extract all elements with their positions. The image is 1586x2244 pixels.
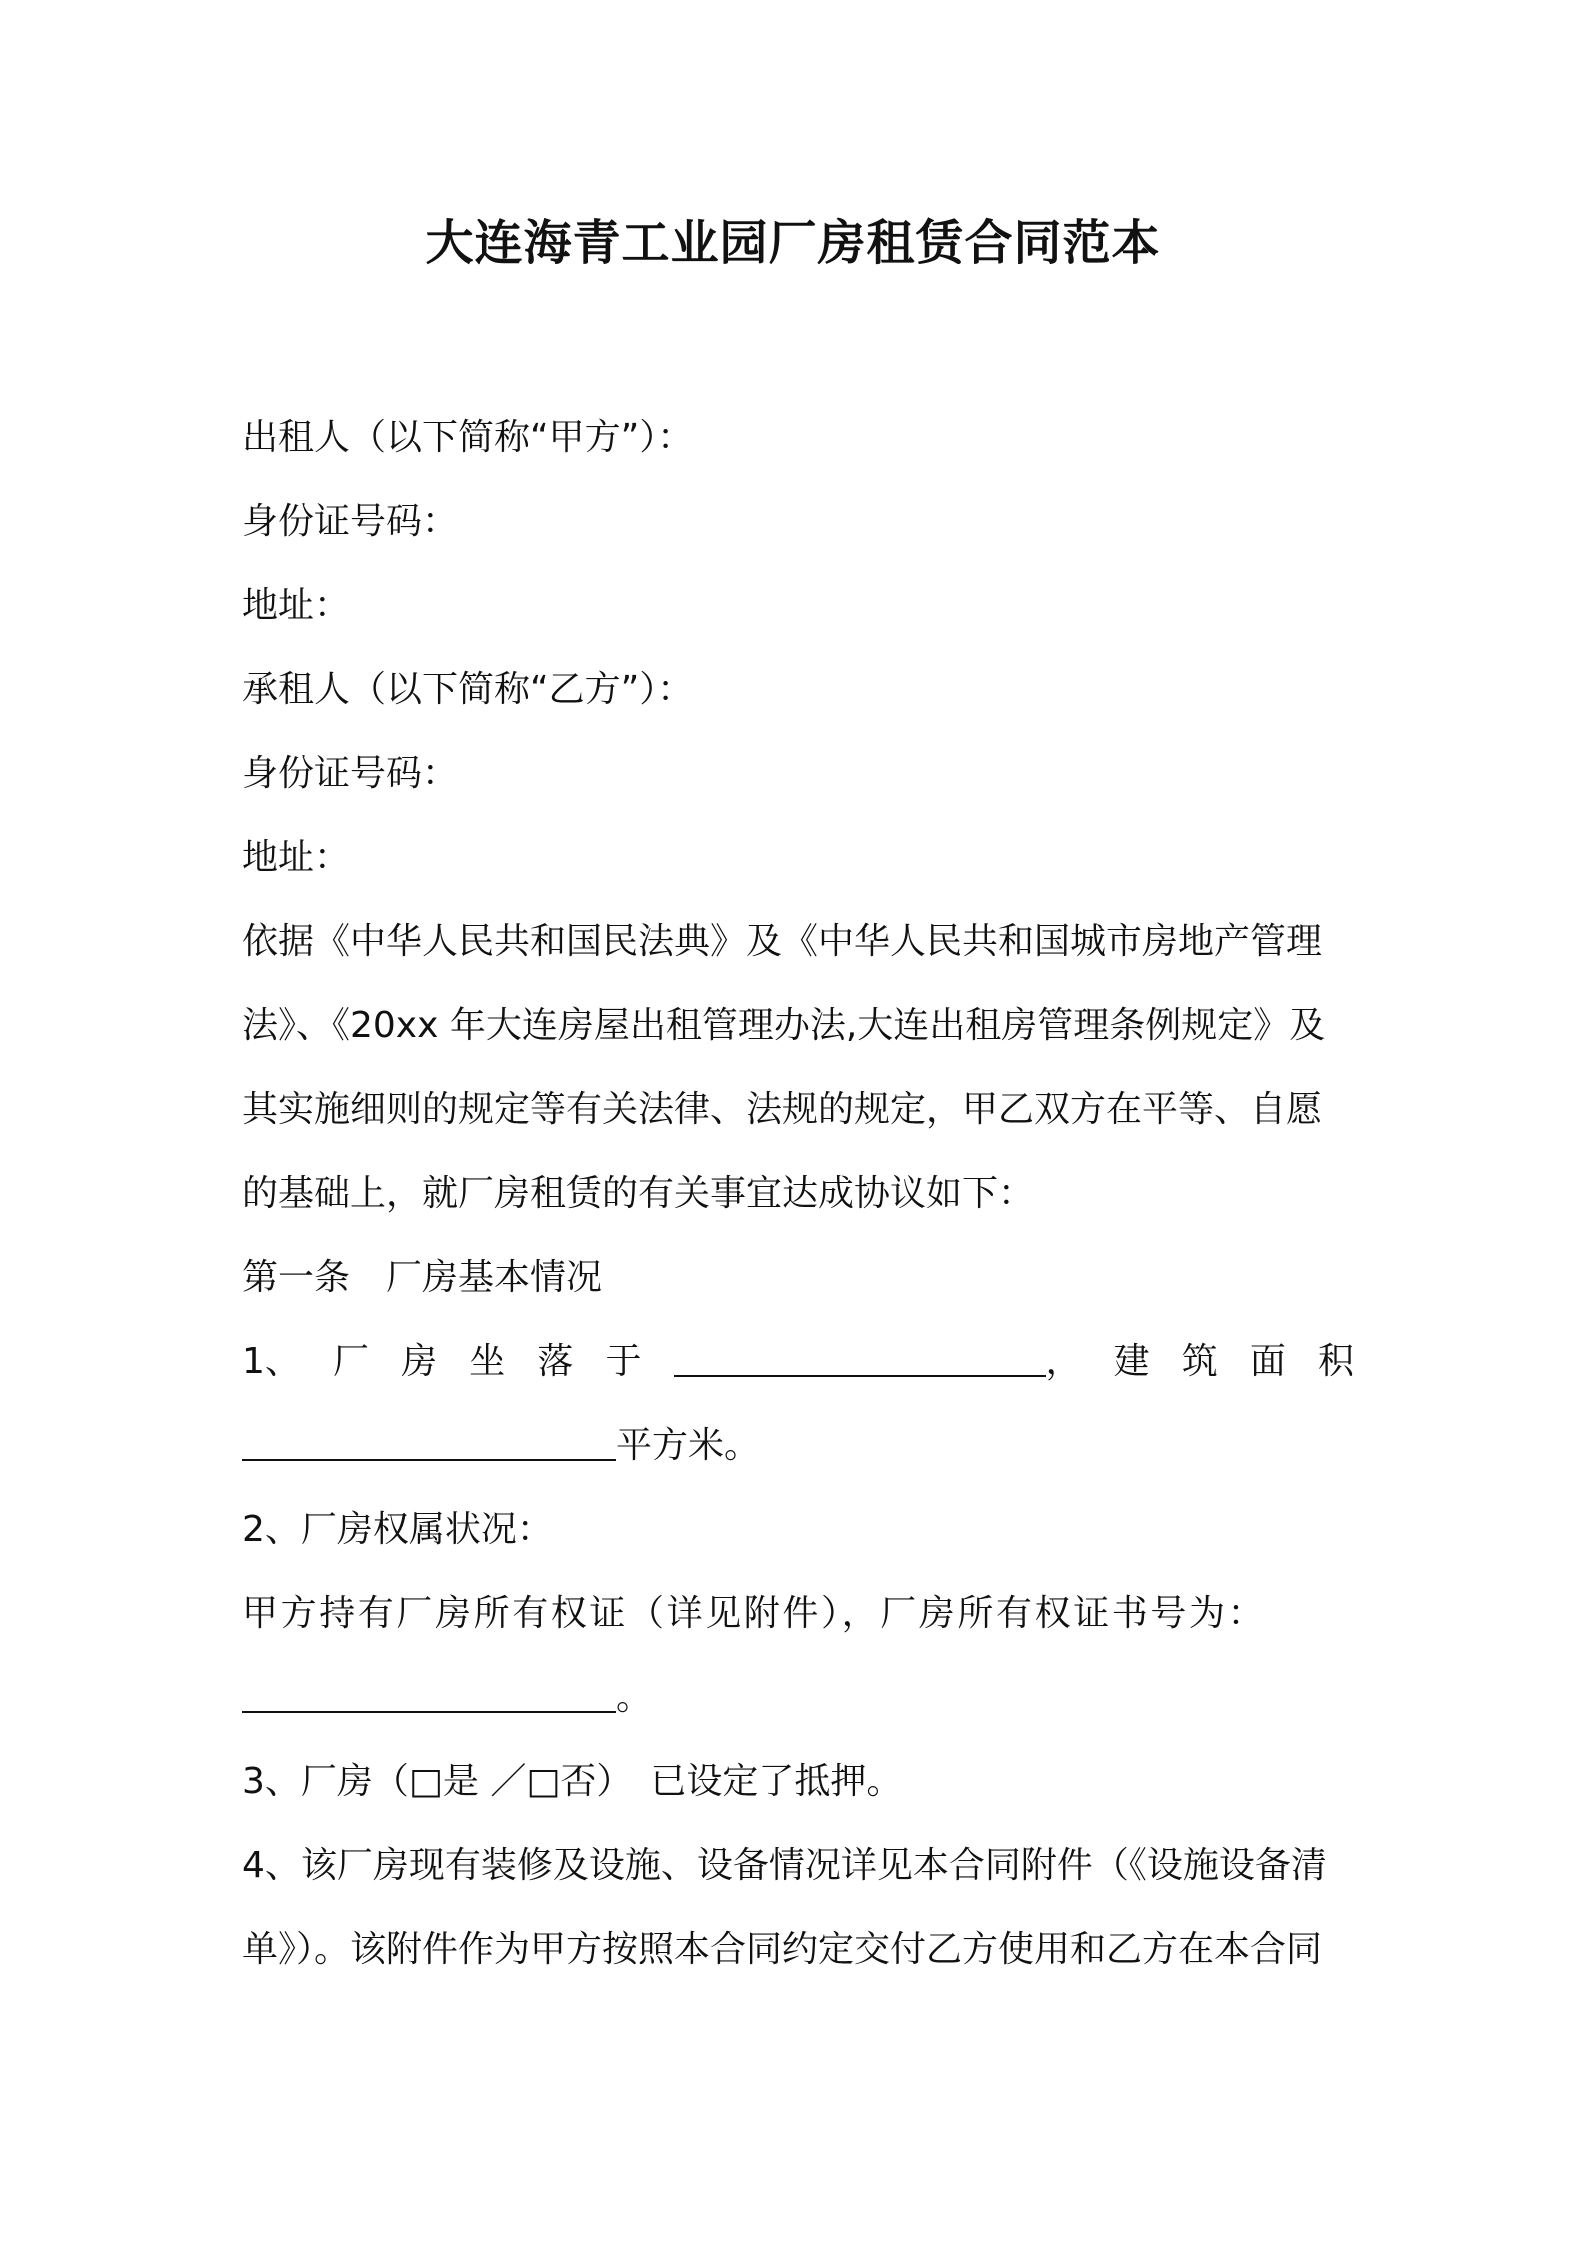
lessee-label: 承租人（以下简称“乙方”）：	[242, 669, 694, 710]
preamble-text: 其实施细则的规定等有关法律、法规的规定，甲乙双方在平等、自愿	[242, 1089, 1323, 1130]
item1-line	[242, 1336, 1354, 1388]
preamble-text: 法》、《20xx 年大连房屋出租管理办法,大连出租房管理条例规定》及	[242, 1005, 1326, 1046]
item1-suffix: 平方米。	[616, 1425, 761, 1466]
item1-area-char: 筑	[1181, 1341, 1218, 1382]
item2-certificate-line	[242, 1672, 1354, 1724]
lessee-id-label: 身份证号码：	[242, 753, 459, 794]
item1-char: 房	[401, 1341, 438, 1382]
item3-text: 3、厂房（□是 ／□否） 已设定了抵押。	[242, 1761, 903, 1802]
lessor-id-label: 身份证号码：	[242, 501, 459, 542]
preamble-text: 依据《中华人民共和国民法典》及《中华人民共和国城市房地产管理	[242, 921, 1323, 962]
item4-line	[242, 1924, 1354, 1976]
item2-text: 甲方持有厂房所有权证（详见附件），厂房所有权证书号为：	[242, 1593, 1267, 1634]
lessor-address-label: 地址：	[242, 585, 351, 626]
preamble-text: 的基础上，就厂房租赁的有关事宜达成协议如下：	[242, 1173, 1035, 1214]
preamble-line	[242, 916, 1354, 968]
location-blank	[674, 1336, 1082, 1388]
preamble-line	[242, 1084, 1354, 1136]
preamble-line	[242, 1168, 1354, 1220]
item1-comma: ，	[1045, 1341, 1082, 1382]
item1-char: 厂	[333, 1341, 370, 1382]
lessor-label: 出租人（以下简称“甲方”）：	[242, 417, 694, 458]
item1-char: 坐	[469, 1341, 506, 1382]
item1-area-char: 建	[1113, 1341, 1150, 1382]
item2-heading: 2、厂房权属状况：	[242, 1509, 553, 1550]
item1-area-char: 面	[1249, 1341, 1286, 1382]
item1-char: 落	[537, 1341, 574, 1382]
item1-area-line	[242, 1420, 1354, 1472]
item1-area-char: 积	[1317, 1341, 1354, 1382]
item4-line	[242, 1840, 1354, 1892]
item1-char: 于	[605, 1341, 642, 1382]
area-blank	[242, 1423, 616, 1461]
lessee-address-label: 地址：	[242, 837, 351, 878]
item2-end: 。	[616, 1677, 653, 1718]
item1-prefix: 1、	[242, 1341, 301, 1382]
preamble-line	[242, 1000, 1354, 1052]
certificate-blank	[242, 1675, 616, 1713]
item4-text: 单》）。该附件作为甲方按照本合同约定交付乙方使用和乙方在本合同	[242, 1929, 1323, 1970]
item4-text: 4、该厂房现有装修及设施、设备情况详见本合同附件（《设施设备清	[242, 1845, 1327, 1886]
document-title: 大连海青工业园厂房租赁合同范本	[425, 215, 1161, 271]
article1-heading: 第一条 厂房基本情况	[242, 1257, 603, 1298]
